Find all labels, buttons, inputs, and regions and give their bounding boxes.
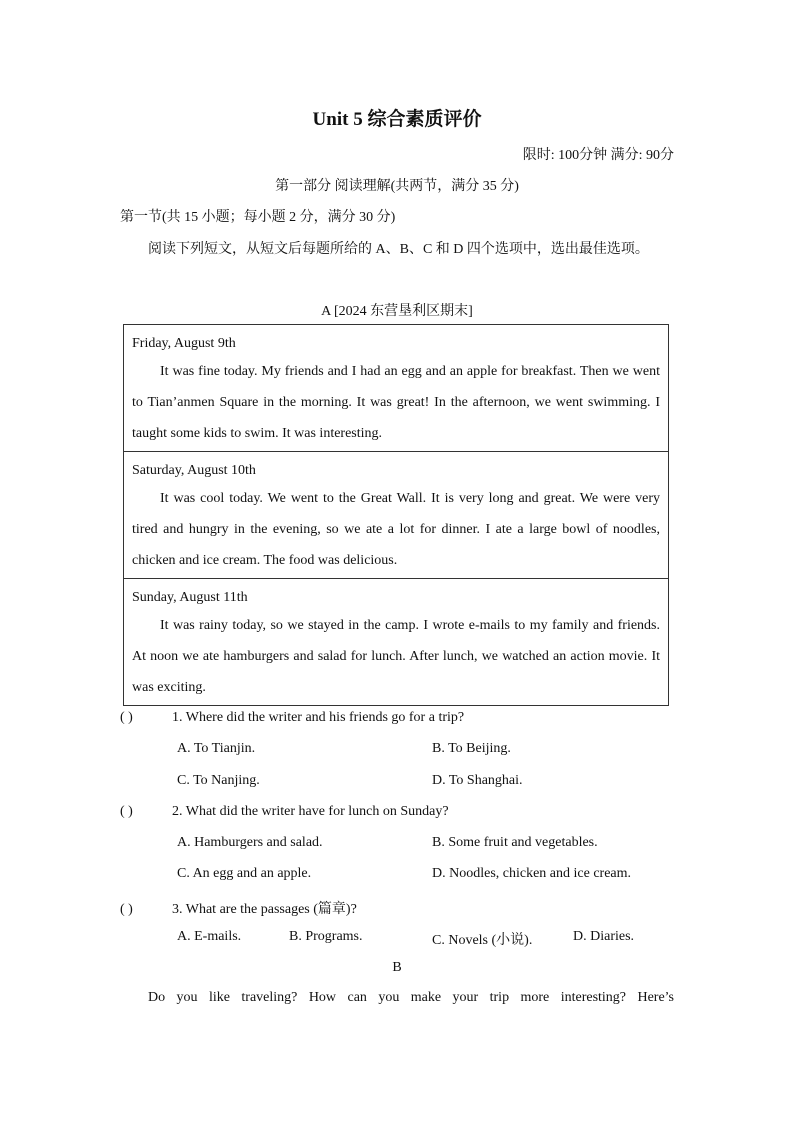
part-heading: 第一部分 阅读理解(共两节，满分 35 分)	[275, 179, 519, 194]
answer-blank[interactable]: ( )	[120, 804, 133, 819]
question-stem: 2. What did the writer have for lunch on Sunday?	[172, 804, 449, 819]
answer-blank[interactable]: ( )	[120, 902, 133, 917]
answer-blank[interactable]: ( )	[120, 710, 133, 725]
option-d: D. To Shanghai.	[432, 773, 523, 788]
option-c: C. To Nanjing.	[177, 773, 260, 788]
page-title: Unit 5 综合素质评价	[312, 109, 482, 130]
option-d: D. Diaries.	[573, 929, 635, 944]
option-a: A. E-mails.	[177, 929, 242, 944]
option-a: A. To Tianjin.	[177, 741, 256, 756]
diary-text: It was rainy today, so we stayed in the camp. I wrote e-mails to my family and friends. At noon we ate hamburgers and salad for lunch. After lunch, we watched an action movie. It was exciting.	[132, 618, 660, 695]
option-c: C. Novels (小说).	[432, 933, 533, 948]
question-2	[120, 804, 449, 820]
time-score-info: 限时: 100分钟 满分: 90分	[522, 148, 674, 163]
diary-entry	[124, 579, 668, 705]
option-a: A. Hamburgers and salad.	[177, 835, 323, 850]
diary-entry	[124, 452, 668, 579]
option-d: D. Noodles, chicken and ice cream.	[432, 866, 632, 881]
diary-date: Sunday, August 11th	[132, 590, 248, 605]
question-stem: 1. Where did the writer and his friends go for a trip?	[172, 710, 465, 725]
diary-text: It was fine today. My friends and I had an egg and an apple for breakfast. Then we went to Tian’anmen Square in the morning. It was great! In the afternoon, we went swimming. I taught some kids to swim. It was interesting.	[132, 364, 660, 441]
section-heading: 第一节(共 15 小题；每小题 2 分，满分 30 分)	[120, 210, 396, 225]
diary-text: It was cool today. We went to the Great Wall. It is very long and great. We were very tired and hungry in the evening, so we ate a lot for dinner. I ate a large bowl of noodles, chicken and ice cream. The food was delicious.	[132, 491, 660, 568]
passage-b-text: Do you like traveling? How can you make your trip more interesting? Here’s	[148, 990, 674, 1005]
option-b: B. Programs.	[289, 929, 363, 944]
question-3	[120, 898, 357, 918]
diary-date: Saturday, August 10th	[132, 463, 256, 478]
question-1	[120, 710, 464, 726]
option-c: C. An egg and an apple.	[177, 866, 312, 881]
option-b: B. Some fruit and vegetables.	[432, 835, 598, 850]
diary-date: Friday, August 9th	[132, 336, 236, 351]
option-b: B. To Beijing.	[432, 741, 511, 756]
instructions: 阅读下列短文，从短文后每题所给的 A、B、C 和 D 四个选项中，选出最佳选项。	[148, 242, 649, 257]
passage-b-title: B	[392, 960, 402, 975]
diary-table	[123, 324, 669, 706]
diary-entry	[124, 325, 668, 452]
question-stem: 3. What are the passages (篇章)?	[172, 902, 357, 917]
passage-a-title: A [2024 东营垦利区期末]	[321, 304, 473, 319]
